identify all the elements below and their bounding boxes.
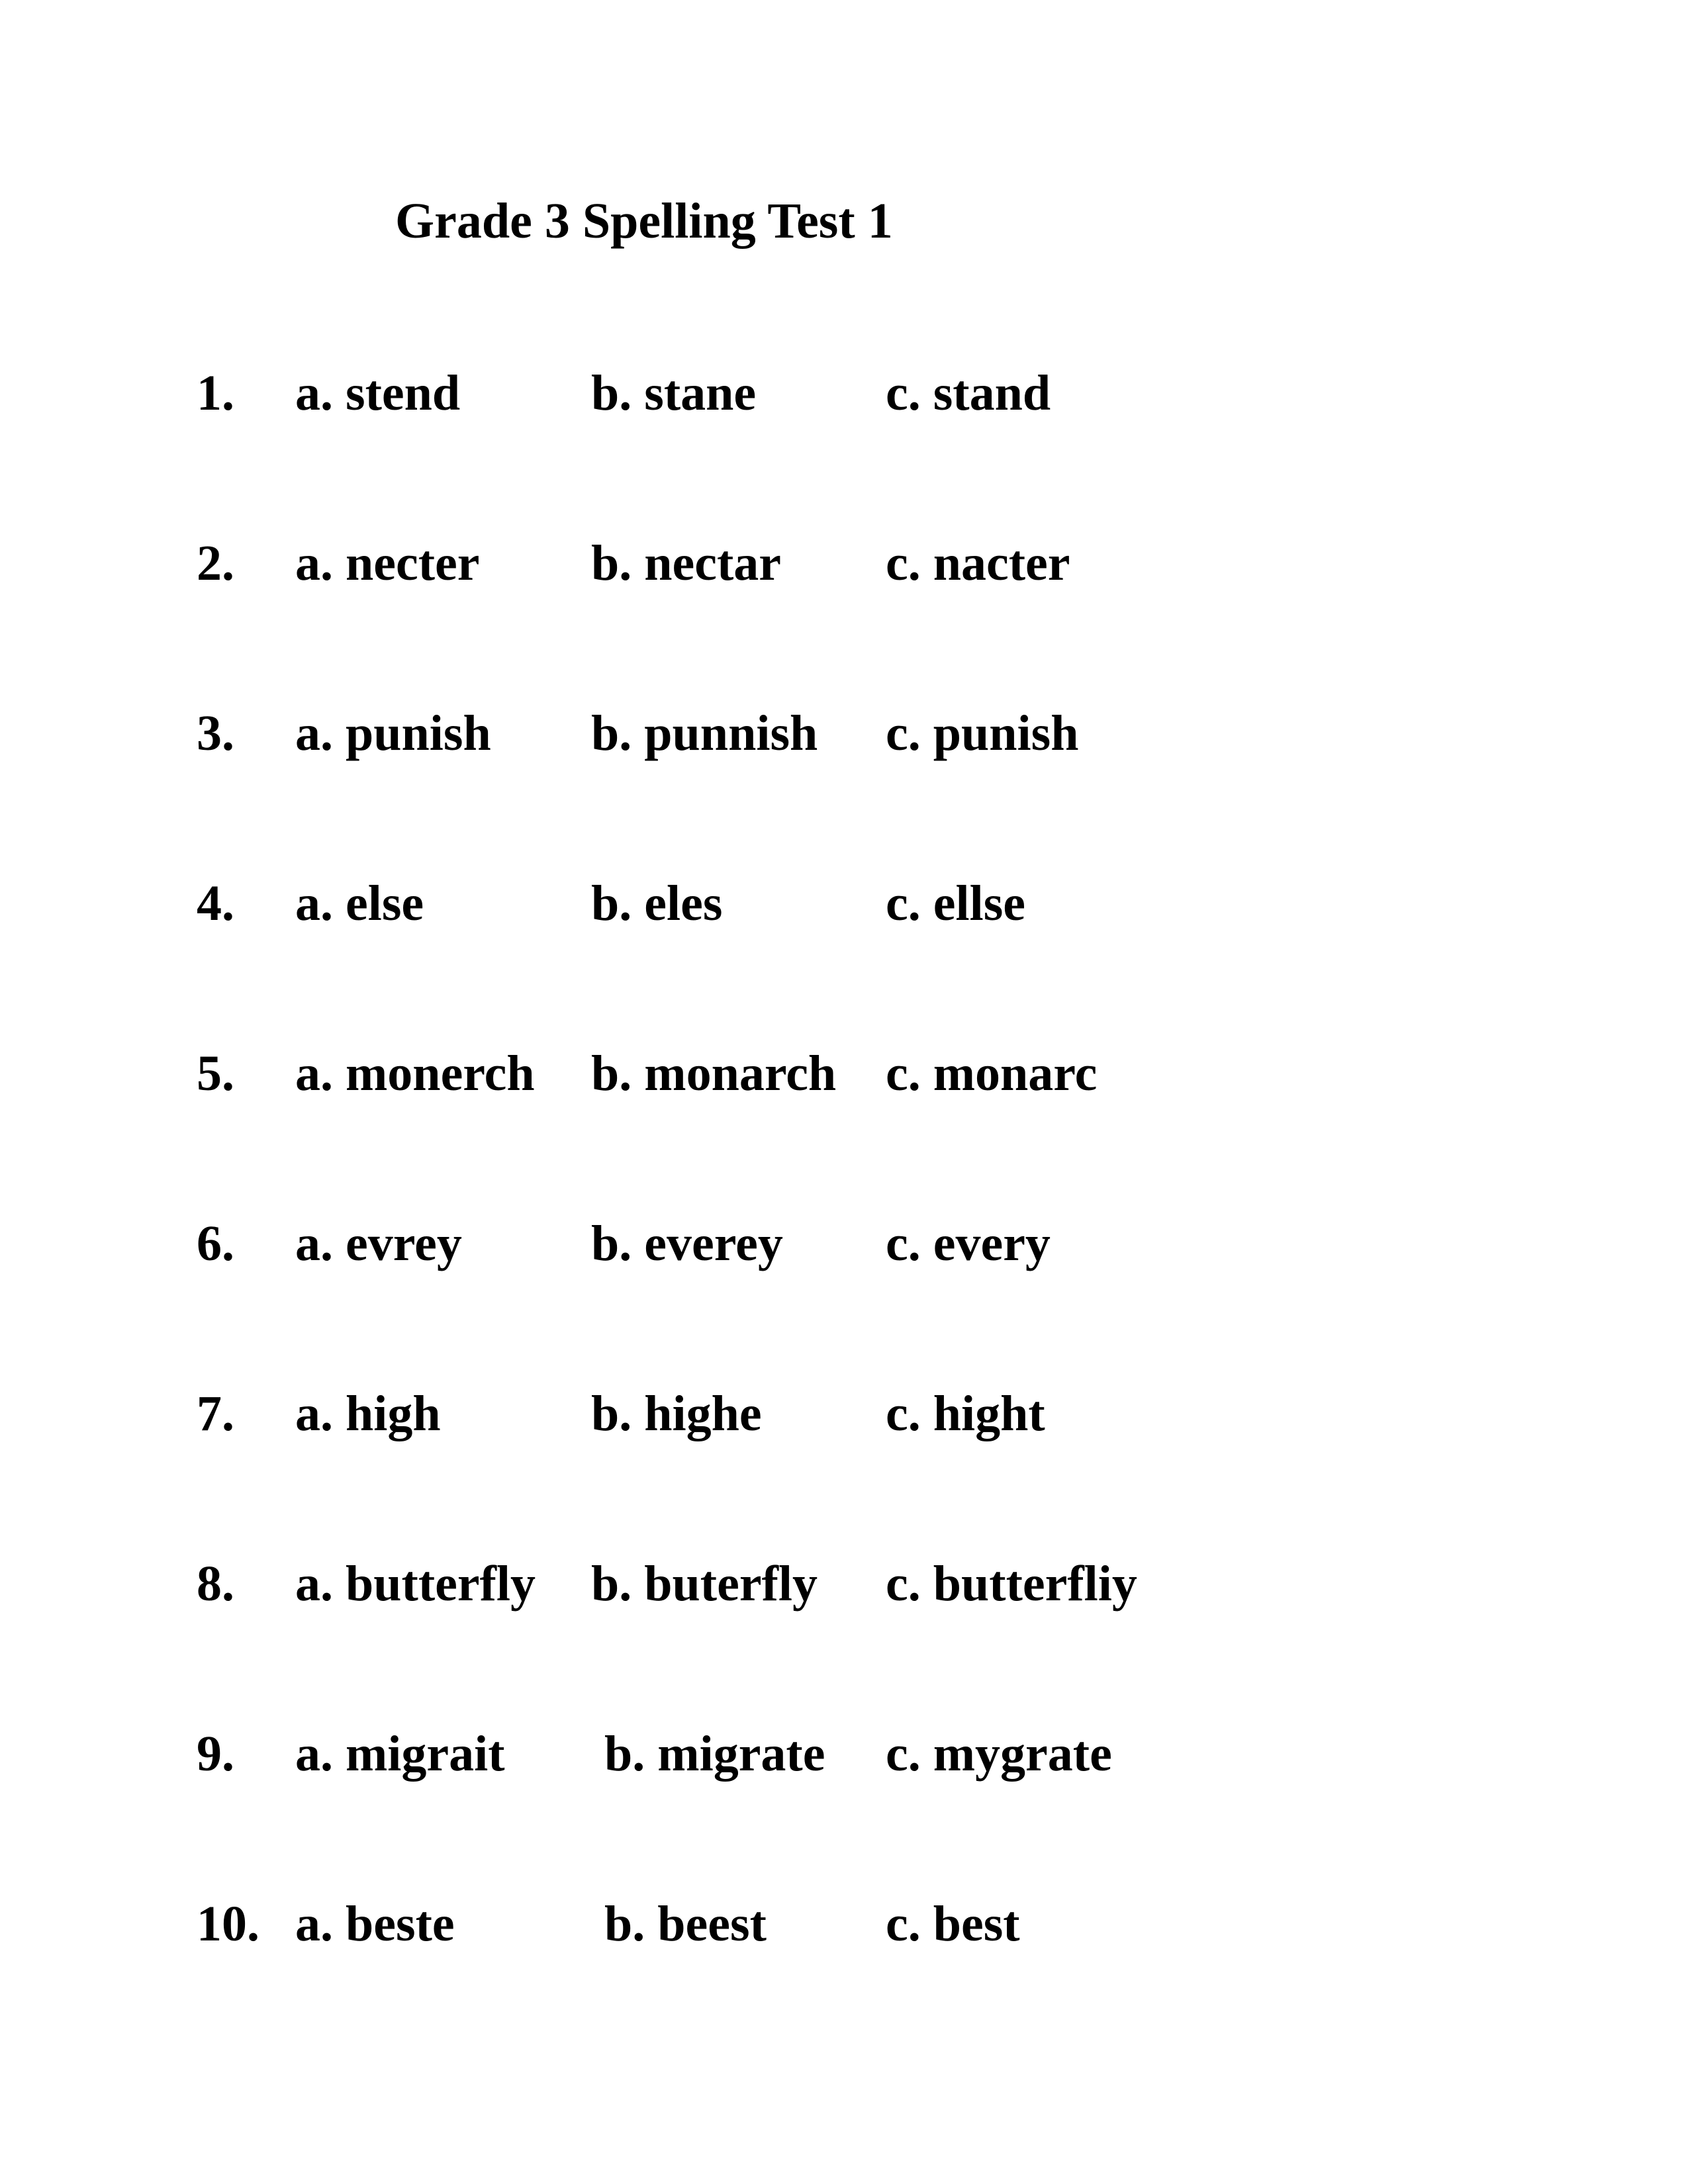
option-b: b. migrate [604, 1726, 825, 1782]
option-a: a. monerch [295, 1046, 535, 1101]
option-a: a. evrey [295, 1216, 462, 1271]
option-a: a. beste [295, 1896, 455, 1952]
option-b: b. punnish [591, 705, 818, 761]
question-number: 7. [197, 1386, 234, 1441]
option-c: c. ellse [886, 876, 1026, 931]
question-row [0, 1896, 1688, 1958]
option-c: c. mygrate [886, 1726, 1112, 1782]
option-c: c. nacter [886, 535, 1070, 591]
option-a: a. high [295, 1386, 441, 1441]
question-number: 2. [197, 535, 234, 591]
page-title: Grade 3 Spelling Test 1 [395, 193, 893, 249]
question-row [0, 705, 1688, 768]
option-b: b. stane [591, 365, 757, 421]
option-c: c. monarc [886, 1046, 1098, 1101]
option-c: c. butterfliy [886, 1556, 1137, 1612]
question-row [0, 1556, 1688, 1618]
option-c: c. stand [886, 365, 1051, 421]
question-number: 4. [197, 876, 234, 931]
question-row [0, 878, 1688, 938]
question-number: 8. [197, 1556, 234, 1612]
question-number: 9. [197, 1726, 234, 1782]
option-b: b. everey [591, 1216, 783, 1271]
option-a: a. stend [295, 365, 461, 421]
question-number: 5. [197, 1046, 234, 1101]
option-c: c. hight [886, 1386, 1045, 1441]
option-a: a. necter [295, 535, 480, 591]
question-row [0, 1048, 1688, 1108]
question-number: 1. [197, 365, 234, 421]
option-b: b. highe [591, 1386, 762, 1441]
option-a: a. punish [295, 705, 491, 761]
question-row [0, 535, 1688, 598]
option-b: b. beest [604, 1896, 767, 1952]
option-a: a. migrait [295, 1726, 505, 1782]
option-b: b. buterfly [591, 1556, 818, 1612]
option-c: c. every [886, 1216, 1051, 1271]
option-c: c. punish [886, 705, 1079, 761]
question-row [0, 1388, 1688, 1448]
option-a: a. else [295, 876, 424, 931]
question-number: 10. [197, 1896, 259, 1952]
question-row [0, 365, 1688, 428]
option-a: a. butterfly [295, 1556, 536, 1612]
option-b: b. monarch [591, 1046, 837, 1101]
option-b: b. eles [591, 876, 723, 931]
question-number: 6. [197, 1216, 234, 1271]
option-c: c. best [886, 1896, 1020, 1952]
option-b: b. nectar [591, 535, 782, 591]
question-row [0, 1726, 1688, 1788]
question-row [0, 1218, 1688, 1278]
question-number: 3. [197, 705, 234, 761]
